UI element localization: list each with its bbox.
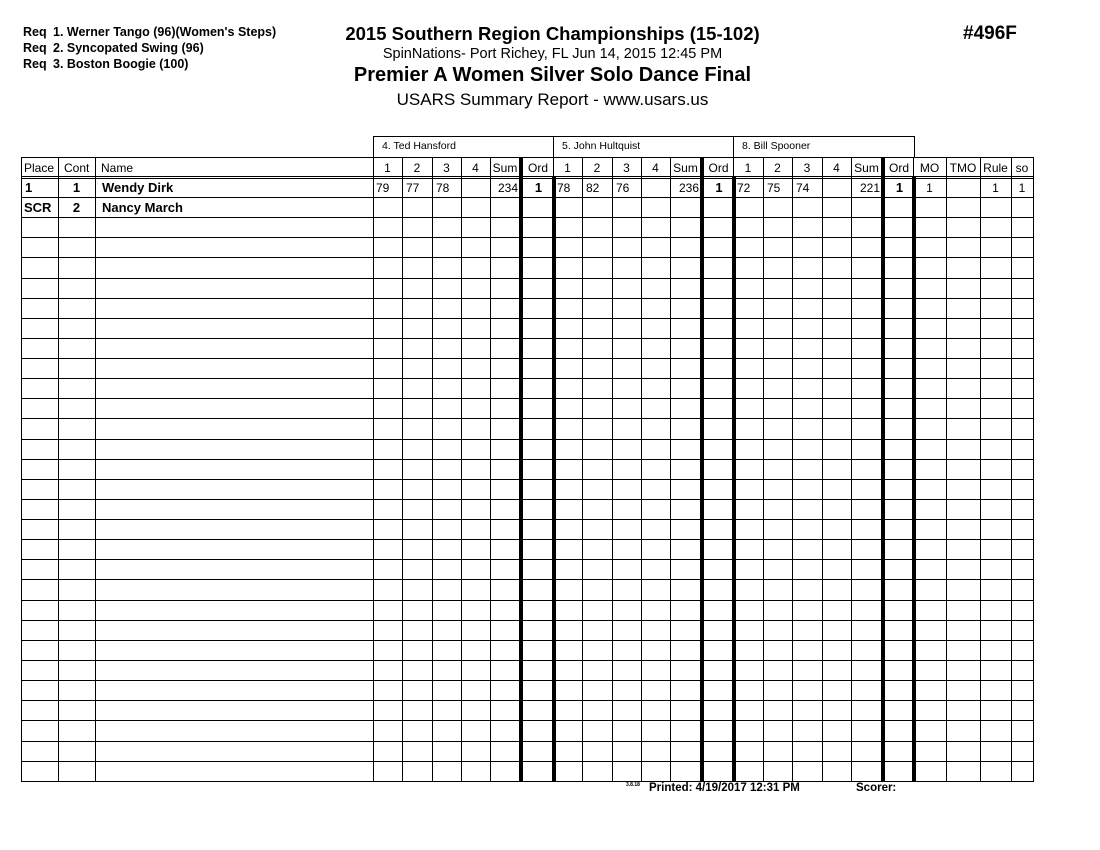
grid-line [641, 157, 642, 782]
grid-separator [881, 177, 885, 782]
grid-separator [732, 177, 736, 782]
grid-separator [912, 177, 916, 782]
judge-name: 4. Ted Hansford [382, 140, 456, 152]
j3-score-1: 72 [737, 181, 751, 195]
j1-score-1: 79 [376, 181, 390, 195]
grid-separator [700, 177, 704, 782]
tmo [946, 178, 980, 198]
j3-ord: 1 [895, 180, 904, 195]
grid-line [21, 157, 22, 782]
requirement-1 [23, 25, 276, 39]
judge-header-3 [733, 136, 915, 157]
col-header-so: so [1015, 161, 1029, 175]
j2-score-2: 82 [586, 181, 600, 195]
j2-score-1: 78 [557, 181, 571, 195]
scorer-label: Scorer: [856, 782, 897, 794]
event-number: #496F [963, 23, 1017, 44]
j2-sum: 236 [678, 181, 699, 195]
printed-timestamp: Printed: 4/19/2017 12:31 PM [649, 782, 800, 794]
judge-header-1 [373, 136, 554, 157]
judge3-col-header: 4 [833, 161, 840, 175]
judge2-col-header: Sum [673, 161, 698, 175]
name: Nancy March [102, 200, 183, 215]
j2-score-3: 76 [616, 181, 630, 195]
grid-line [402, 157, 403, 782]
j1-score-3: 78 [436, 181, 450, 195]
judge1-col-header: Ord [527, 161, 548, 175]
grid-line [612, 157, 613, 782]
judge2-col-header: Ord [708, 161, 729, 175]
req-label: Req [23, 41, 47, 55]
j3-sum: 221 [859, 181, 880, 195]
judge1-col-header: 3 [443, 161, 450, 175]
col-header-cont: Cont [64, 161, 90, 175]
j1-ord: 1 [534, 180, 543, 195]
cont: 1 [72, 180, 81, 195]
judge1-col-header: 4 [472, 161, 479, 175]
judge3-col-header: Ord [888, 161, 909, 175]
grid-line [490, 157, 491, 782]
col-header-place: Place [24, 161, 55, 175]
place: 1 [25, 180, 33, 195]
grid-line [432, 157, 433, 782]
grid-separator [552, 177, 556, 782]
grid-line [1033, 157, 1034, 782]
req-label: Req [23, 25, 47, 39]
judge1-col-header: Sum [492, 161, 518, 175]
venue-line: SpinNations- Port Richey, FL Jun 14, 2015 12:45 PM [382, 46, 723, 62]
judge2-col-header: 1 [564, 161, 571, 175]
req-text: 2. Syncopated Swing (96) [53, 41, 204, 55]
j1-score-2: 77 [406, 181, 420, 195]
grid-line [1011, 157, 1012, 782]
judge2-col-header: 2 [593, 161, 601, 175]
req-label: Req [23, 57, 47, 71]
judge1-col-header: 1 [384, 161, 391, 175]
j2-ord: 1 [715, 180, 723, 195]
col-header-rule: Rule [983, 161, 1008, 175]
grid-separator [519, 177, 523, 782]
grid-line [851, 157, 852, 782]
so: 1 [1018, 181, 1026, 195]
col-header-tmo: TMO [949, 161, 977, 175]
j3-score-2: 75 [767, 181, 781, 195]
version-label: 3.8.18 [626, 782, 640, 788]
name: Wendy Dirk [102, 180, 174, 195]
cont: 2 [72, 200, 81, 215]
requirement-3 [23, 57, 188, 71]
j3-score-3: 74 [796, 181, 810, 195]
judge-name: 5. John Hultquist [562, 140, 641, 152]
j1-sum: 234 [497, 181, 518, 195]
judge2-col-header: 3 [623, 161, 630, 175]
grid-line [373, 157, 374, 782]
grid-line [792, 157, 793, 782]
grid-line [582, 157, 583, 782]
grid-line [980, 157, 981, 782]
col-header-name: Name [101, 161, 134, 175]
req-text: 1. Werner Tango (96)(Women's Steps) [53, 25, 277, 39]
judge3-col-header: Sum [854, 161, 879, 175]
grid-line [946, 157, 947, 782]
judge-header-2 [553, 136, 734, 157]
place: SCR [24, 200, 52, 215]
grid-line [461, 157, 462, 782]
report-title: USARS Summary Report - www.usars.us [396, 90, 709, 109]
grid-line [670, 157, 671, 782]
judge2-col-header: 4 [652, 161, 659, 175]
judge3-col-header: 1 [744, 161, 752, 175]
grid-line [58, 157, 59, 782]
requirement-2 [23, 41, 204, 55]
rule: 1 [992, 181, 999, 195]
req-text: 3. Boston Boogie (100) [53, 57, 189, 71]
judge3-col-header: 2 [774, 161, 781, 175]
grid-line [95, 157, 96, 782]
mo: 1 [926, 181, 933, 195]
competition-title: 2015 Southern Region Championships (15-102) [345, 23, 760, 44]
judge1-col-header: 2 [413, 161, 421, 175]
grid-line [763, 157, 764, 782]
judge-name: 8. Bill Spooner [742, 140, 811, 152]
judge3-col-header: 3 [803, 161, 811, 175]
event-title: Premier A Women Silver Solo Dance Final [353, 64, 752, 86]
grid-line [822, 157, 823, 782]
col-header-mo: MO [919, 161, 940, 175]
